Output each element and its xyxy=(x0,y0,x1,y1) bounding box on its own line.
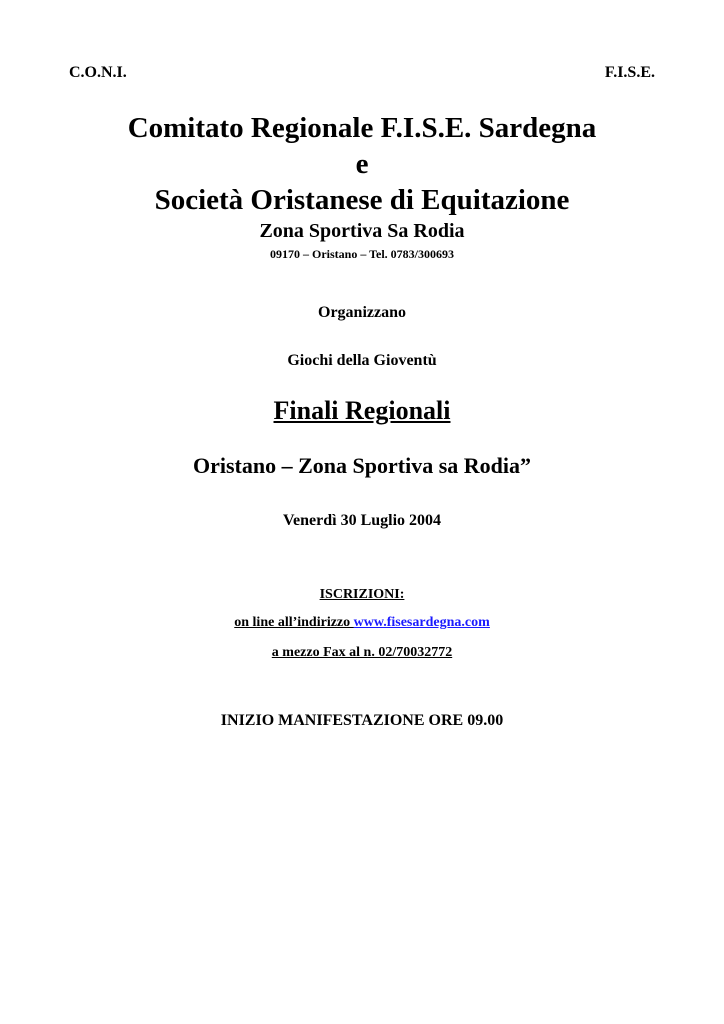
fisesardegna-link[interactable]: www.fisesardegna.com xyxy=(353,615,490,630)
event-date: Venerdì 30 Luglio 2004 xyxy=(282,512,442,529)
finals-heading: Finali Regionali xyxy=(273,396,451,425)
fise-label: F.I.S.E. xyxy=(604,64,655,81)
registration-online-prefix: on line all’indirizzo xyxy=(234,615,354,630)
games-text: Giochi della Gioventù xyxy=(287,352,437,369)
venue-address: 09170 – Oristano – Tel. 0783/300693 xyxy=(269,247,454,261)
start-time: INIZIO MANIFESTAZIONE ORE 09.00 xyxy=(220,712,504,729)
title-line-3: Società Oristanese di Equitazione xyxy=(154,184,570,216)
registration-online xyxy=(0,615,724,631)
registration-fax: a mezzo Fax al n. 02/70032772 xyxy=(271,645,453,660)
venue-name: Zona Sportiva Sa Rodia xyxy=(259,220,465,242)
registration-heading: ISCRIZIONI: xyxy=(319,587,405,602)
organize-text: Organizzano xyxy=(318,304,406,321)
title-line-1: Comitato Regionale F.I.S.E. Sardegna xyxy=(127,112,597,144)
event-place: Oristano – Zona Sportiva sa Rodia” xyxy=(193,453,531,478)
title-line-2: e xyxy=(355,148,369,180)
coni-label: C.O.N.I. xyxy=(69,64,127,81)
